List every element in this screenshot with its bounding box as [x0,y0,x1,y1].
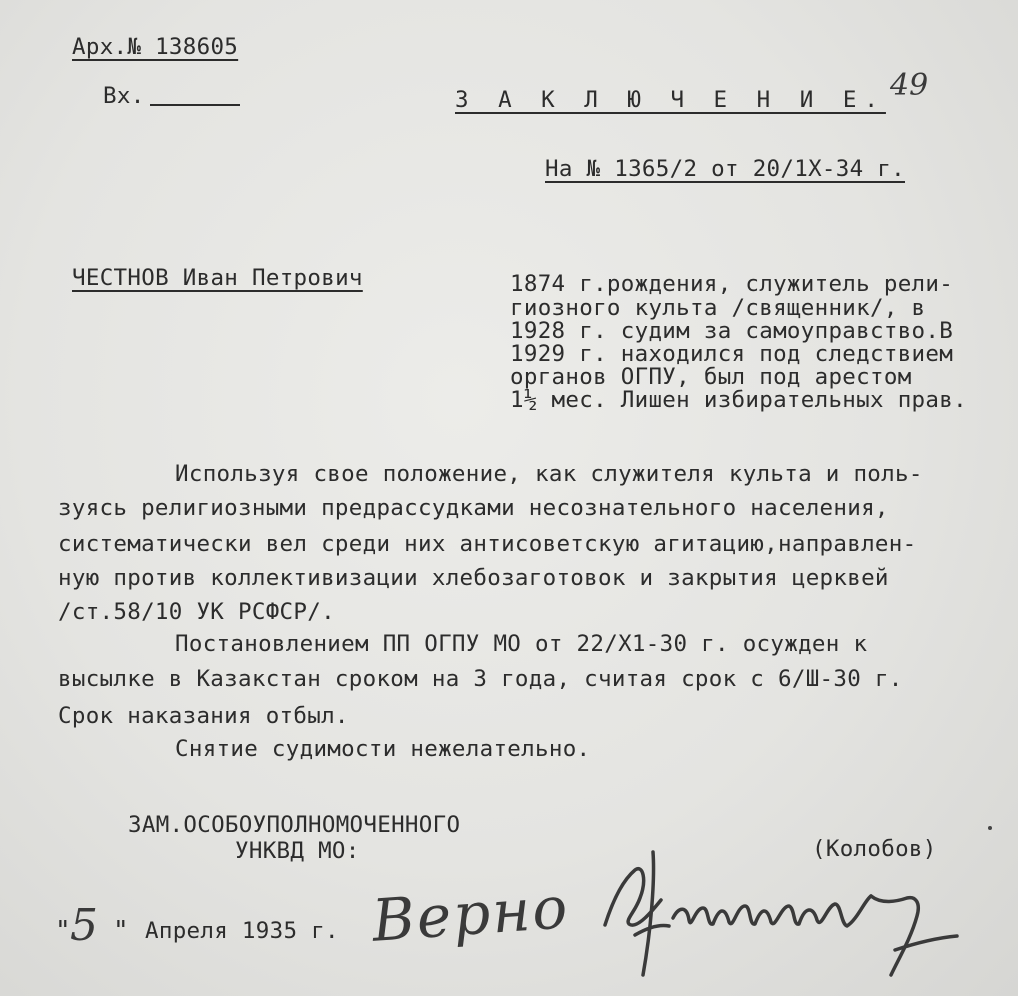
subject-detail-line: гиозного культа /священник/, в [510,295,926,321]
date-day-handwritten: 5 [70,900,98,951]
body-line: /ст.58/10 УК РСФСР/. [58,599,335,625]
body-line: ную против коллективизации хлебозаготовок и закрытия церквей [58,565,889,591]
body-line: Постановлением ПП ОГПУ МО от 22/Х1-30 г. осужден к [175,631,868,657]
body-line: Срок наказания отбыл. [58,703,349,729]
incoming-blank-line [150,104,240,106]
date-open-quote: " [55,916,71,946]
reference-number: На № 1365/2 от 20/1Х-34 г. [545,156,905,182]
subject-detail-line: 1928 г. судим за самоуправство.В [510,318,954,344]
verno-handwritten: Верно [369,873,572,955]
date-close-quote: " [113,916,129,946]
subject-name: ЧЕСТНОВ Иван Петрович [72,265,363,291]
body-line: высылке в Казакстан сроком на 3 года, считая срок с 6/Ш-30 г. [58,666,903,692]
body-line: зуясь религиозными предрассудками несознательного населения, [58,495,889,521]
subject-detail-line: органов ОГПУ, был под арестом [510,364,912,390]
position-department: УНКВД МО: [235,838,360,864]
date-month-year: Апреля 1935 г. [145,918,339,944]
subject-detail-line: 1½ мес. Лишен избирательных прав. [510,387,967,413]
body-line: Используя свое положение, как служителя культа и поль- [175,461,923,487]
page-number-handwritten: 49 [890,68,929,103]
document-title: З А К Л Ю Ч Е Н И Е. [455,87,886,113]
incoming-label: Вх. [103,83,145,109]
signatory-name: (Колобов) [812,836,937,862]
handwritten-signature [595,836,975,990]
subject-detail-line: 1874 г.рождения, служитель рели- [510,271,954,297]
ink-dot [988,826,992,830]
subject-detail-line: 1929 г. находился под следствием [510,341,954,367]
archive-number: Арх.№ 138605 [72,34,239,60]
body-line: Снятие судимости нежелательно. [175,736,591,762]
body-line: систематически вел среди них антисоветскую агитацию,направлен- [58,531,917,557]
position-title: ЗАМ.ОСОБОУПОЛНОМОЧЕННОГО [128,812,461,838]
